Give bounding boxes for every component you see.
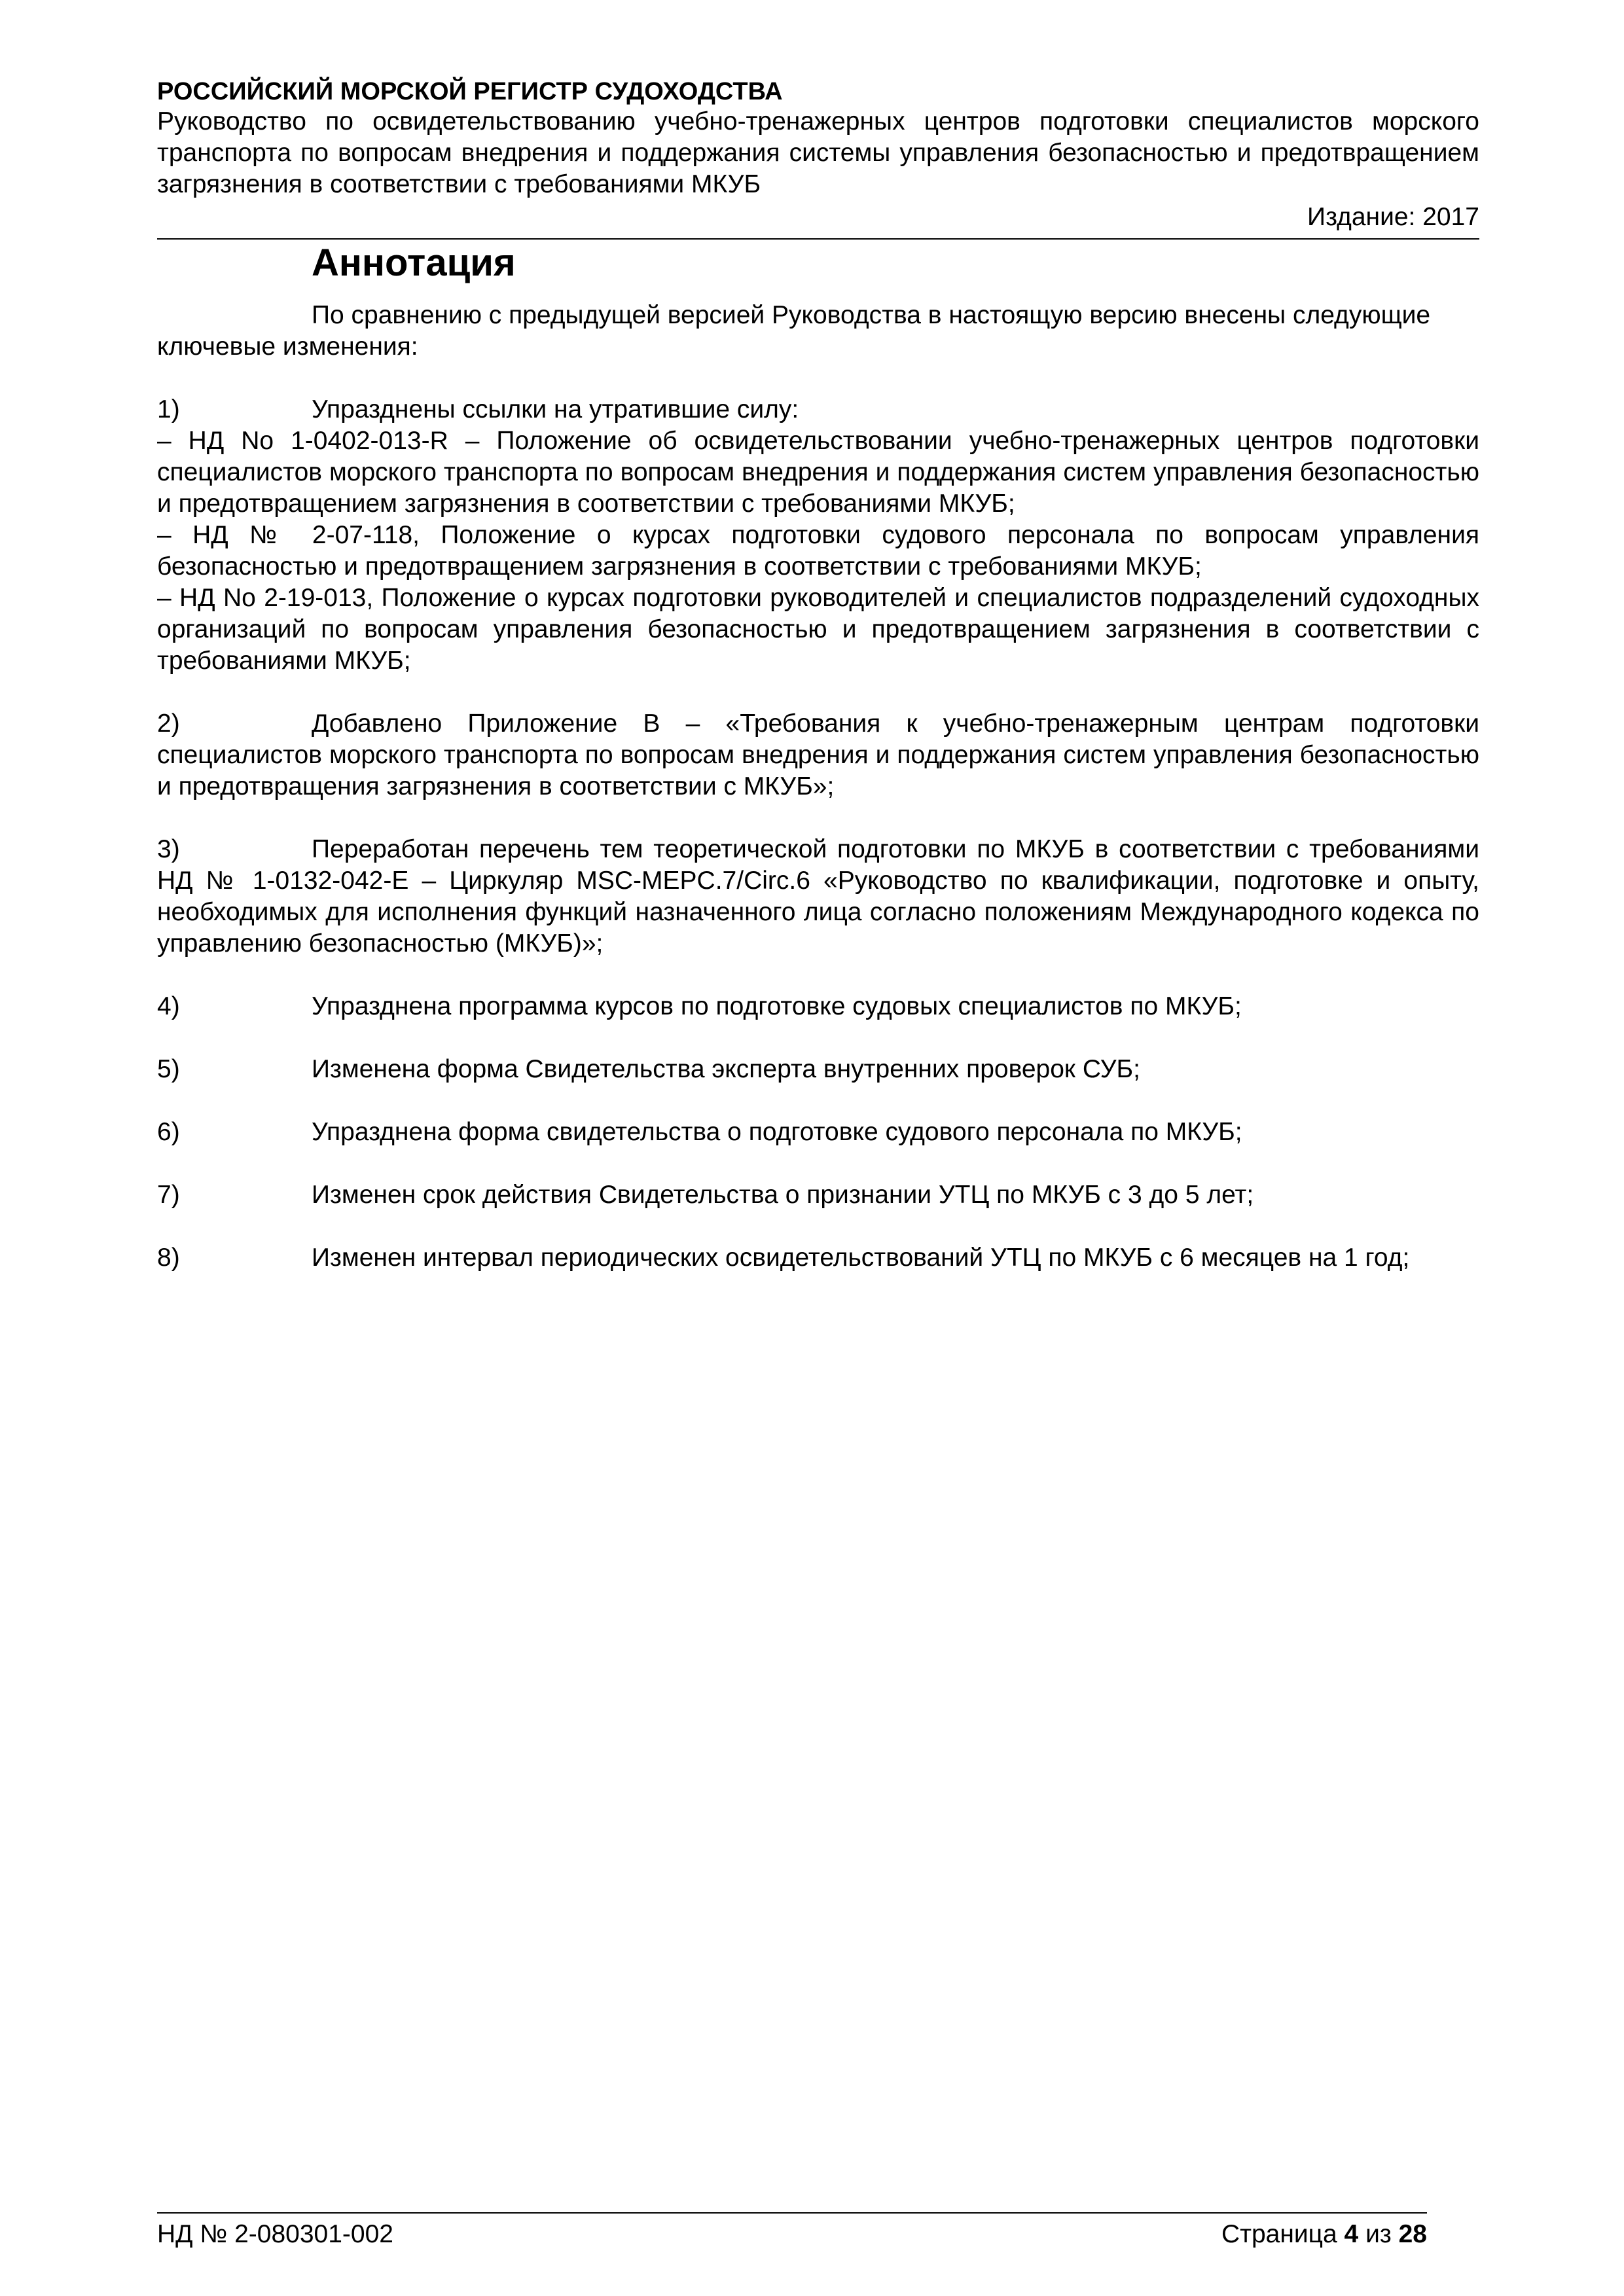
- document-subtitle: Руководство по освидетельствованию учебно-тренажерных центров подготовки специалистов морского транспорта по вопросам внедрения и поддержания системы управления безопасностью и предотвращением загрязнения в соответствии с требованиями МКУБ: [157, 107, 1479, 198]
- page-total: 28: [1398, 2220, 1427, 2248]
- item-text: Упразднена форма свидетельства о подготовке судового персонала по МКУБ;: [312, 1118, 1242, 1146]
- item-text: Упразднена программа курсов по подготовке судовых специалистов по МКУБ;: [312, 992, 1242, 1020]
- document-header: [157, 77, 1479, 233]
- list-item: [157, 394, 1479, 425]
- item-number: 4): [157, 992, 180, 1020]
- item-text: Изменена форма Свидетельства эксперта внутренних проверок СУБ;: [312, 1055, 1140, 1083]
- item-number: 1): [157, 395, 180, 423]
- item-number: 8): [157, 1244, 180, 1272]
- list-item: [157, 1054, 1479, 1085]
- edition-label: Издание: 2017: [1307, 203, 1479, 231]
- list-item: [157, 834, 1479, 960]
- page-word: Страница: [1221, 2220, 1337, 2248]
- document-number: НД № 2-080301-002: [157, 2220, 393, 2248]
- reference-bullet: – НД No 1-0402-013-R – Положение об освидетельствовании учебно-тренажерных центров подготовки специалистов морского транспорта по вопросам внедрения и поддержания систем управления безопасностью и предотвращением загрязнения в соответствии с требованиями МКУБ;: [157, 427, 1479, 518]
- item-number: 2): [157, 709, 180, 738]
- annotation-body: [157, 300, 1479, 1274]
- reference-bullet: – НД No 2-19-013, Положение о курсах подготовки руководителей и специалистов подразделений судоходных организаций по вопросам управления безопасностью и предотвращением загрязнения в соответствии с требованиями МКУБ;: [157, 584, 1479, 675]
- item-text: Переработан перечень тем теоретической подготовки по МКУБ в соответствии с требованиями НД № 1-0132-042-Е – Циркуляр MSC-MEPC.7/Circ.6 «Руководство по квалификации, подготовке и опыту, необходимых для исполнения функций назначенного лица согласно положениям Международного кодекса по управлению безопасностью (МКУБ)»;: [157, 835, 1479, 958]
- item-text: Изменен интервал периодических освидетельствований УТЦ по МКУБ с 6 месяцев на 1 год;: [312, 1244, 1410, 1272]
- item-number: 6): [157, 1118, 180, 1146]
- page-of: из: [1365, 2220, 1392, 2248]
- intro-paragraph: По сравнению с предыдущей версией Руководства в настоящую версию внесены следующие ключевые изменения:: [157, 301, 1431, 361]
- list-item: [157, 1179, 1479, 1211]
- page-indicator: [1221, 2219, 1427, 2250]
- page-current: 4: [1344, 2220, 1359, 2248]
- item-number: 7): [157, 1181, 180, 1209]
- item-number: 5): [157, 1055, 180, 1083]
- list-item: [157, 708, 1479, 802]
- page-title: Аннотация: [312, 242, 516, 284]
- organization-name: РОССИЙСКИЙ МОРСКОЙ РЕГИСТР СУДОХОДСТВА: [157, 78, 783, 105]
- page-footer: [157, 2219, 1427, 2250]
- reference-bullet: – НД № 2-07-118, Положение о курсах подготовки судового персонала по вопросам управления безопасностью и предотвращением загрязнения в соответствии с требованиями МКУБ;: [157, 521, 1479, 581]
- item-text: Упразднены ссылки на утратившие силу:: [312, 395, 799, 423]
- list-item: [157, 991, 1479, 1022]
- item-text: Изменен срок действия Свидетельства о признании УТЦ по МКУБ с 3 до 5 лет;: [312, 1181, 1254, 1209]
- item-number: 3): [157, 835, 180, 863]
- item-text: Добавлено Приложение В – «Требования к учебно-тренажерным центрам подготовки специалистов морского транспорта по вопросам внедрения и поддержания систем управления безопасностью и предотвращения загрязнения в соответствии с МКУБ»;: [157, 709, 1479, 800]
- footer-divider: [157, 2212, 1427, 2214]
- list-item: [157, 1117, 1479, 1148]
- list-item: [157, 1242, 1479, 1274]
